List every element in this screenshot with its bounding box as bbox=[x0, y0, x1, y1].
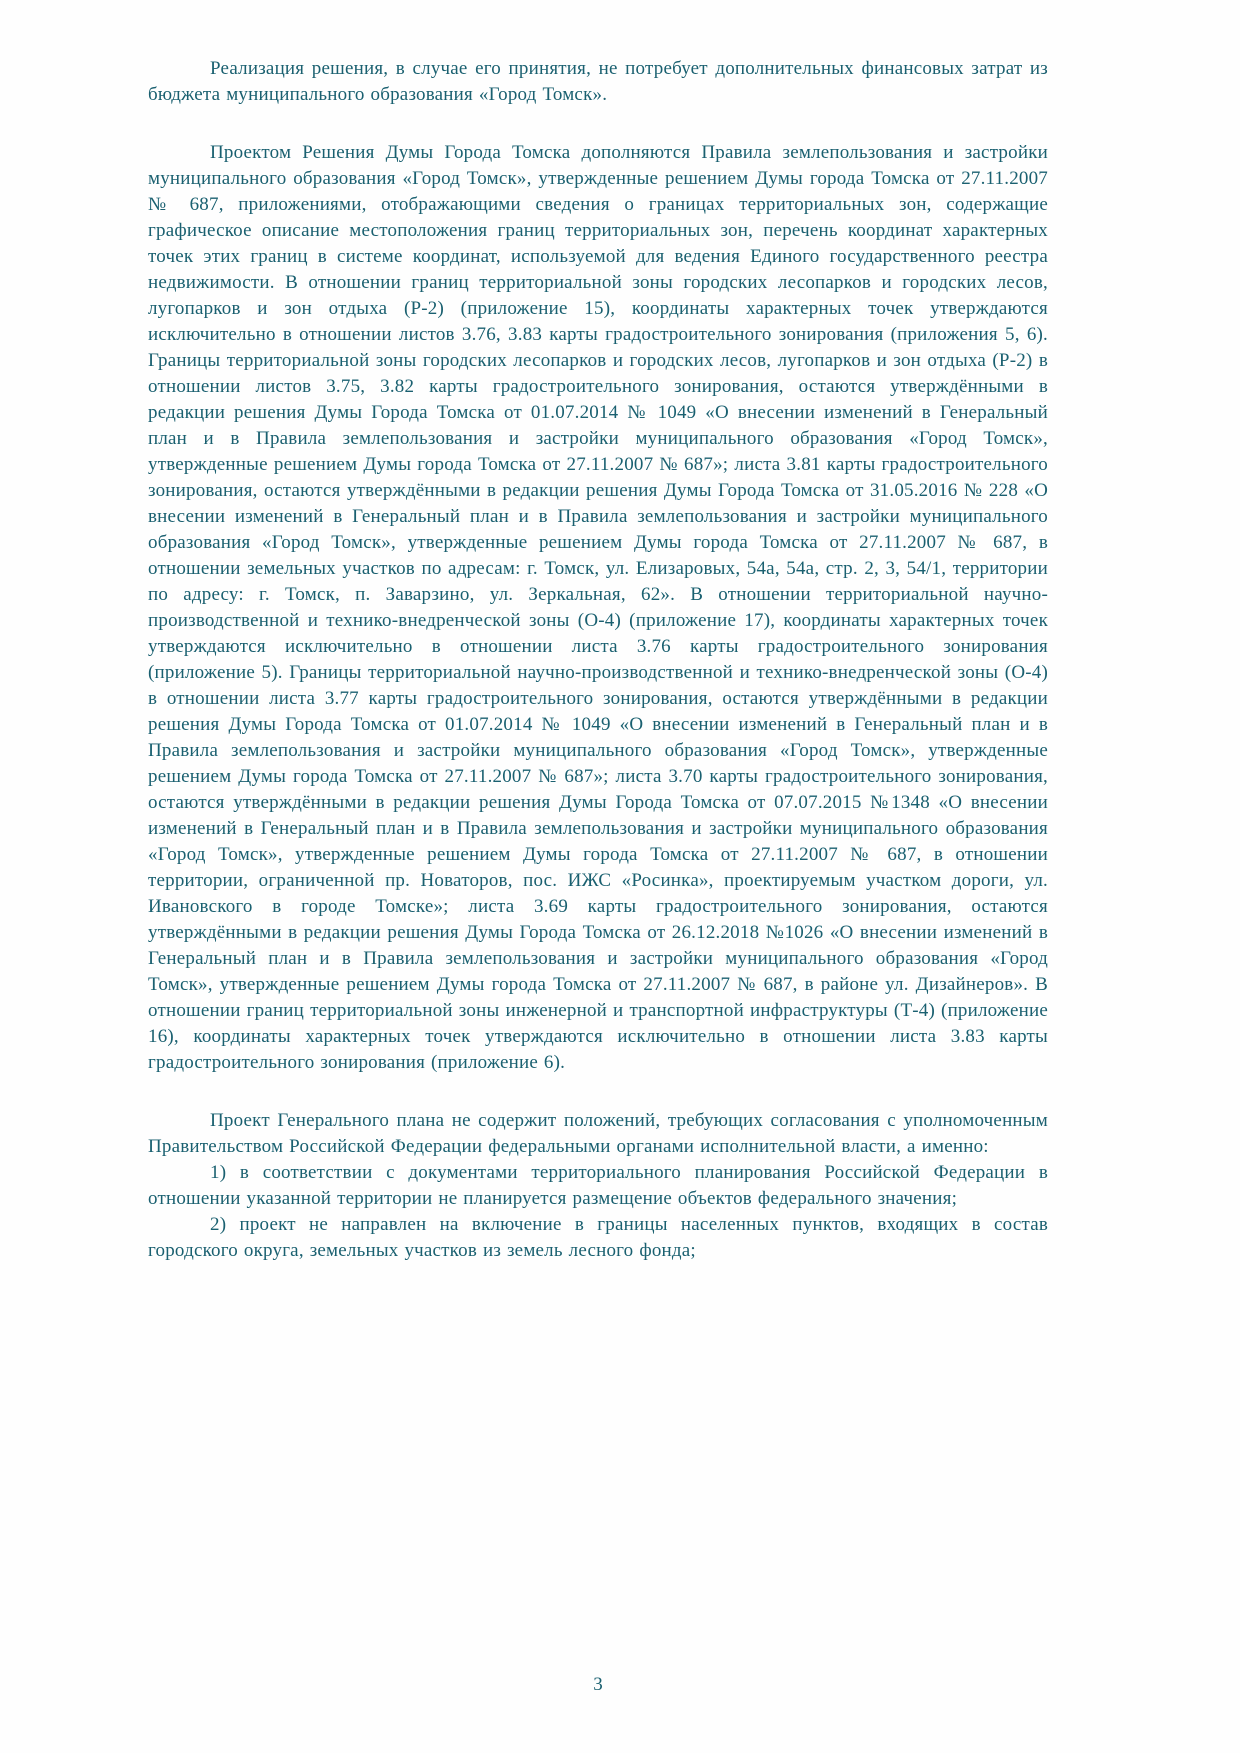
paragraph-zoning-amendments: Проектом Решения Думы Города Томска дополняются Правила землепользования и застройки муниципального образования «Город Томск», утвержденные решением Думы города Томска от 27.11.2007 № 687, приложениями, отображающими сведения о границах территориальных зон, содержащие графическое описание местоположения границ территориальных зон, перечень координат характерных точек этих границ в системе координат, используемой для ведения Единого государственного реестра недвижимости. В отношении границ территориальной зоны городских лесопарков и городских лесов, лугопарков и зон отдыха (Р-2) (приложение 15), координаты характерных точек утверждаются исключительно в отношении листов 3.76, 3.83 карты градостроительного зонирования (приложения 5, 6). Границы территориальной зоны городских лесопарков и городских лесов, лугопарков и зон отдыха (Р-2) в отношении листов 3.75, 3.82 карты градостроительного зонирования, остаются утверждёнными в редакции решения Думы Города Томска от 01.07.2014 № 1049 «О внесении изменений в Генеральный план и в Правила землепользования и застройки муниципального образования «Город Томск», утвержденные решением Думы города Томска от 27.11.2007 № 687»; листа 3.81 карты градостроительного зонирования, остаются утверждёнными в редакции решения Думы Города Томска от 31.05.2016 № 228 «О внесении изменений в Генеральный план и в Правила землепользования и застройки муниципального образования «Город Томск», утвержденные решением Думы города Томска от 27.11.2007 № 687, в отношении земельных участков по адресам: г. Томск, ул. Елизаровых, 54а, 54а, стр. 2, 3, 54/1, территории по адресу: г. Томск, п. Заварзино, ул. Зеркальная, 62». В отношении территориальной научно-производственной и технико-внедренческой зоны (О-4) (приложение 17), координаты характерных точек утверждаются исключительно в отношении листа 3.76 карты градостроительного зонирования (приложение 5). Границы территориальной научно-производственной и технико-внедренческой зоны (О-4) в отношении листа 3.77 карты градостроительного зонирования, остаются утверждёнными в редакции решения Думы Города Томска от 01.07.2014 № 1049 «О внесении изменений в Генеральный план и в Правила землепользования и застройки муниципального образования «Город Томск», утвержденные решением Думы города Томска от 27.11.2007 № 687»; листа 3.70 карты градостроительного зонирования, остаются утверждёнными в редакции решения Думы Города Томска от 07.07.2015 №1348 «О внесении изменений в Генеральный план и в Правила землепользования и застройки муниципального образования «Город Томск», утвержденные решением Думы города Томска от 27.11.2007 № 687, в отношении территории, ограниченной пр. Новаторов, пос. ИЖС «Росинка», проектируемым участком дороги, ул. Ивановского в городе Томске»; листа 3.69 карты градостроительного зонирования, остаются утверждёнными в редакции решения Думы Города Томска от 26.12.2018 №1026 «О внесении изменений в Генеральный план и в Правила землепользования и застройки муниципального образования «Город Томск», утвержденные решением Думы города Томска от 27.11.2007 № 687, в районе ул. Дизайнеров». В отношении границ территориальной зоны инженерной и транспортной инфраструктуры (Т-4) (приложение 16), координаты характерных точек утверждаются исключительно в отношении листа 3.83 карты градостроительного зонирования (приложение 6). bbox=[148, 142, 1048, 1073]
page-number: 3 bbox=[593, 1674, 603, 1695]
list-item-2: 2) проект не направлен на включение в границы населенных пунктов, входящих в состав городского округа, земельных участков из земель лесного фонда; bbox=[148, 1214, 1048, 1261]
document-body bbox=[148, 56, 1048, 1264]
paragraph-general-plan-approvals: Проект Генерального плана не содержит положений, требующих согласования с уполномоченным Правительством Российской Федерации федеральными органами исполнительной власти, а именно: bbox=[148, 1110, 1048, 1157]
paragraph-financial-note: Реализация решения, в случае его принятия, не потребует дополнительных финансовых затрат из бюджета муниципального образования «Город Томск». bbox=[148, 58, 1048, 105]
list-item-1: 1) в соответствии с документами территориального планирования Российской Федерации в отношении указанной территории не планируется размещение объектов федерального значения; bbox=[148, 1162, 1048, 1209]
